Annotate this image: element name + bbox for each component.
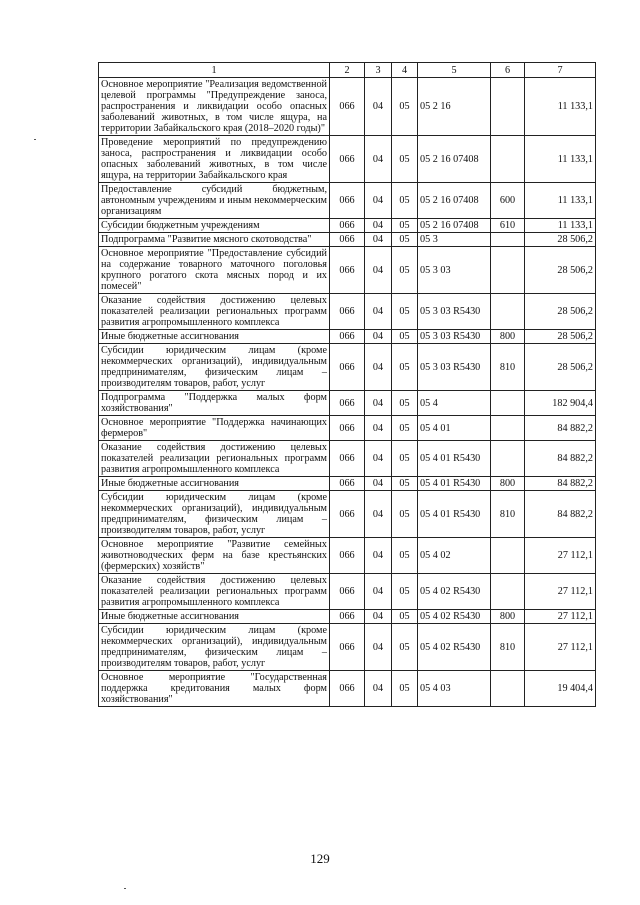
row-expense-type-cell: 610 xyxy=(491,219,525,233)
row-name-cell: Основное мероприятие "Предоставление субсидий на содержание товарного маточного поголовья крупного рогатого скота мясных пород и их помесей" xyxy=(99,247,330,294)
row-subsection-cell: 05 xyxy=(392,538,418,574)
row-grbs-cell: 066 xyxy=(330,183,365,219)
row-target-article-cell: 05 2 16 07408 xyxy=(418,183,491,219)
row-subsection-cell: 05 xyxy=(392,136,418,183)
row-section-cell: 04 xyxy=(365,538,392,574)
row-expense-type-cell xyxy=(491,574,525,610)
row-target-article-cell: 05 4 02 xyxy=(418,538,491,574)
row-grbs-cell: 066 xyxy=(330,538,365,574)
row-subsection-cell: 05 xyxy=(392,247,418,294)
row-section-cell: 04 xyxy=(365,136,392,183)
row-name-cell: Субсидии юридическим лицам (кроме некоммерческих организаций), индивидуальным предпринимателям, физическим лицам – производителям товаров, работ, услуг xyxy=(99,491,330,538)
row-target-article-cell: 05 4 03 xyxy=(418,671,491,707)
row-section-cell: 04 xyxy=(365,574,392,610)
row-name-cell: Субсидии юридическим лицам (кроме некоммерческих организаций), индивидуальным предпринимателям, физическим лицам – производителям товаров, работ, услуг xyxy=(99,344,330,391)
row-subsection-cell: 05 xyxy=(392,344,418,391)
row-section-cell: 04 xyxy=(365,344,392,391)
row-target-article-cell: 05 3 03 R5430 xyxy=(418,344,491,391)
row-grbs-cell: 066 xyxy=(330,219,365,233)
row-grbs-cell: 066 xyxy=(330,441,365,477)
row-grbs-cell: 066 xyxy=(330,391,365,416)
row-amount-cell: 27 112,1 xyxy=(525,574,596,610)
table-row xyxy=(99,441,596,477)
table-row xyxy=(99,183,596,219)
row-amount-cell: 11 133,1 xyxy=(525,183,596,219)
row-amount-cell: 11 133,1 xyxy=(525,219,596,233)
row-target-article-cell: 05 4 01 xyxy=(418,416,491,441)
row-expense-type-cell: 810 xyxy=(491,344,525,391)
row-grbs-cell: 066 xyxy=(330,671,365,707)
table-row xyxy=(99,671,596,707)
row-subsection-cell: 05 xyxy=(392,574,418,610)
row-target-article-cell: 05 3 03 R5430 xyxy=(418,294,491,330)
header-cell-2: 2 xyxy=(330,63,365,78)
row-section-cell: 04 xyxy=(365,610,392,624)
row-grbs-cell: 066 xyxy=(330,247,365,294)
table-body xyxy=(99,63,596,707)
row-expense-type-cell xyxy=(491,136,525,183)
table-row xyxy=(99,344,596,391)
row-target-article-cell: 05 4 xyxy=(418,391,491,416)
row-expense-type-cell xyxy=(491,416,525,441)
row-section-cell: 04 xyxy=(365,233,392,247)
row-expense-type-cell xyxy=(491,391,525,416)
table-row xyxy=(99,247,596,294)
row-name-cell: Иные бюджетные ассигнования xyxy=(99,610,330,624)
table-row xyxy=(99,294,596,330)
row-section-cell: 04 xyxy=(365,391,392,416)
table-row xyxy=(99,610,596,624)
row-subsection-cell: 05 xyxy=(392,624,418,671)
row-amount-cell: 27 112,1 xyxy=(525,610,596,624)
row-name-cell: Предоставление субсидий бюджетным, автономным учреждениям и иным некоммерческим организациям xyxy=(99,183,330,219)
row-section-cell: 04 xyxy=(365,671,392,707)
row-target-article-cell: 05 4 01 R5430 xyxy=(418,441,491,477)
row-grbs-cell: 066 xyxy=(330,136,365,183)
table-row xyxy=(99,538,596,574)
row-amount-cell: 182 904,4 xyxy=(525,391,596,416)
row-amount-cell: 27 112,1 xyxy=(525,538,596,574)
header-cell-4: 4 xyxy=(392,63,418,78)
scan-speck xyxy=(124,888,126,889)
row-name-cell: Основное мероприятие "Государственная поддержка кредитования малых форм хозяйствования" xyxy=(99,671,330,707)
row-amount-cell: 28 506,2 xyxy=(525,233,596,247)
row-subsection-cell: 05 xyxy=(392,441,418,477)
row-name-cell: Основное мероприятие "Развитие семейных животноводческих ферм на базе крестьянских (фермерских) хозяйств" xyxy=(99,538,330,574)
row-target-article-cell: 05 2 16 xyxy=(418,78,491,136)
row-expense-type-cell xyxy=(491,538,525,574)
table-row xyxy=(99,491,596,538)
row-amount-cell: 28 506,2 xyxy=(525,330,596,344)
row-section-cell: 04 xyxy=(365,624,392,671)
row-expense-type-cell: 810 xyxy=(491,624,525,671)
row-grbs-cell: 066 xyxy=(330,610,365,624)
row-subsection-cell: 05 xyxy=(392,671,418,707)
row-subsection-cell: 05 xyxy=(392,78,418,136)
row-section-cell: 04 xyxy=(365,247,392,294)
row-section-cell: 04 xyxy=(365,491,392,538)
row-expense-type-cell: 800 xyxy=(491,477,525,491)
row-target-article-cell: 05 4 02 R5430 xyxy=(418,610,491,624)
row-expense-type-cell: 800 xyxy=(491,610,525,624)
row-grbs-cell: 066 xyxy=(330,344,365,391)
row-grbs-cell: 066 xyxy=(330,416,365,441)
row-grbs-cell: 066 xyxy=(330,477,365,491)
row-amount-cell: 19 404,4 xyxy=(525,671,596,707)
row-amount-cell: 11 133,1 xyxy=(525,78,596,136)
row-section-cell: 04 xyxy=(365,219,392,233)
row-expense-type-cell: 810 xyxy=(491,491,525,538)
row-grbs-cell: 066 xyxy=(330,491,365,538)
row-amount-cell: 28 506,2 xyxy=(525,247,596,294)
row-expense-type-cell: 800 xyxy=(491,330,525,344)
row-expense-type-cell xyxy=(491,233,525,247)
row-target-article-cell: 05 2 16 07408 xyxy=(418,219,491,233)
row-name-cell: Основное мероприятие "Реализация ведомственной целевой программы "Предупреждение заноса, распространения и ликвидации особо опасных заболеваний животных, в том числе ящура, на территории Забайкальского края (2018–2020 годы)" xyxy=(99,78,330,136)
row-grbs-cell: 066 xyxy=(330,78,365,136)
table-row xyxy=(99,136,596,183)
row-grbs-cell: 066 xyxy=(330,233,365,247)
table-row xyxy=(99,477,596,491)
row-target-article-cell: 05 2 16 07408 xyxy=(418,136,491,183)
row-subsection-cell: 05 xyxy=(392,219,418,233)
table-row xyxy=(99,78,596,136)
row-grbs-cell: 066 xyxy=(330,294,365,330)
header-cell-6: 6 xyxy=(491,63,525,78)
row-expense-type-cell xyxy=(491,441,525,477)
row-section-cell: 04 xyxy=(365,183,392,219)
table-row xyxy=(99,624,596,671)
row-subsection-cell: 05 xyxy=(392,391,418,416)
row-expense-type-cell: 600 xyxy=(491,183,525,219)
row-subsection-cell: 05 xyxy=(392,416,418,441)
row-section-cell: 04 xyxy=(365,441,392,477)
row-section-cell: 04 xyxy=(365,78,392,136)
table-row xyxy=(99,574,596,610)
row-amount-cell: 84 882,2 xyxy=(525,416,596,441)
row-expense-type-cell xyxy=(491,78,525,136)
row-amount-cell: 84 882,2 xyxy=(525,441,596,477)
row-name-cell: Субсидии юридическим лицам (кроме некоммерческих организаций), индивидуальным предпринимателям, физическим лицам – производителям товаров, работ, услуг xyxy=(99,624,330,671)
row-amount-cell: 84 882,2 xyxy=(525,491,596,538)
row-subsection-cell: 05 xyxy=(392,491,418,538)
row-subsection-cell: 05 xyxy=(392,183,418,219)
table-row xyxy=(99,416,596,441)
row-subsection-cell: 05 xyxy=(392,330,418,344)
header-cell-5: 5 xyxy=(418,63,491,78)
header-cell-3: 3 xyxy=(365,63,392,78)
row-name-cell: Иные бюджетные ассигнования xyxy=(99,330,330,344)
row-section-cell: 04 xyxy=(365,330,392,344)
row-amount-cell: 27 112,1 xyxy=(525,624,596,671)
row-amount-cell: 28 506,2 xyxy=(525,294,596,330)
scan-speck xyxy=(34,139,36,140)
row-amount-cell: 11 133,1 xyxy=(525,136,596,183)
table-row xyxy=(99,330,596,344)
row-target-article-cell: 05 4 01 R5430 xyxy=(418,477,491,491)
row-name-cell: Оказание содействия достижению целевых показателей реализации региональных программ развития агропромышленного комплекса xyxy=(99,294,330,330)
row-expense-type-cell xyxy=(491,294,525,330)
header-cell-7: 7 xyxy=(525,63,596,78)
row-amount-cell: 84 882,2 xyxy=(525,477,596,491)
row-subsection-cell: 05 xyxy=(392,477,418,491)
table-row xyxy=(99,391,596,416)
row-subsection-cell: 05 xyxy=(392,233,418,247)
row-grbs-cell: 066 xyxy=(330,624,365,671)
row-subsection-cell: 05 xyxy=(392,294,418,330)
row-name-cell: Подпрограмма "Развитие мясного скотоводства" xyxy=(99,233,330,247)
row-grbs-cell: 066 xyxy=(330,574,365,610)
row-subsection-cell: 05 xyxy=(392,610,418,624)
page-number: 129 xyxy=(310,851,330,866)
row-section-cell: 04 xyxy=(365,416,392,441)
row-name-cell: Иные бюджетные ассигнования xyxy=(99,477,330,491)
header-cell-1: 1 xyxy=(99,63,330,78)
row-target-article-cell: 05 4 01 R5430 xyxy=(418,491,491,538)
row-name-cell: Субсидии бюджетным учреждениям xyxy=(99,219,330,233)
row-target-article-cell: 05 3 03 xyxy=(418,247,491,294)
row-target-article-cell: 05 3 03 R5430 xyxy=(418,330,491,344)
row-section-cell: 04 xyxy=(365,294,392,330)
row-expense-type-cell xyxy=(491,247,525,294)
row-target-article-cell: 05 4 02 R5430 xyxy=(418,624,491,671)
row-name-cell: Оказание содействия достижению целевых показателей реализации региональных программ развития агропромышленного комплекса xyxy=(99,574,330,610)
row-name-cell: Проведение мероприятий по предупреждению заноса, распространения и ликвидации особо опасных заболеваний животных, в том числе ящура, на территории Забайкальского края xyxy=(99,136,330,183)
row-section-cell: 04 xyxy=(365,477,392,491)
row-amount-cell: 28 506,2 xyxy=(525,344,596,391)
table-row xyxy=(99,233,596,247)
row-target-article-cell: 05 4 02 R5430 xyxy=(418,574,491,610)
row-name-cell: Подпрограмма "Поддержка малых форм хозяйствования" xyxy=(99,391,330,416)
row-name-cell: Оказание содействия достижению целевых показателей реализации региональных программ развития агропромышленного комплекса xyxy=(99,441,330,477)
row-name-cell: Основное мероприятие "Поддержка начинающих фермеров" xyxy=(99,416,330,441)
table-row xyxy=(99,219,596,233)
row-expense-type-cell xyxy=(491,671,525,707)
table-header-row xyxy=(99,63,596,78)
row-grbs-cell: 066 xyxy=(330,330,365,344)
budget-table xyxy=(98,62,596,707)
row-target-article-cell: 05 3 xyxy=(418,233,491,247)
